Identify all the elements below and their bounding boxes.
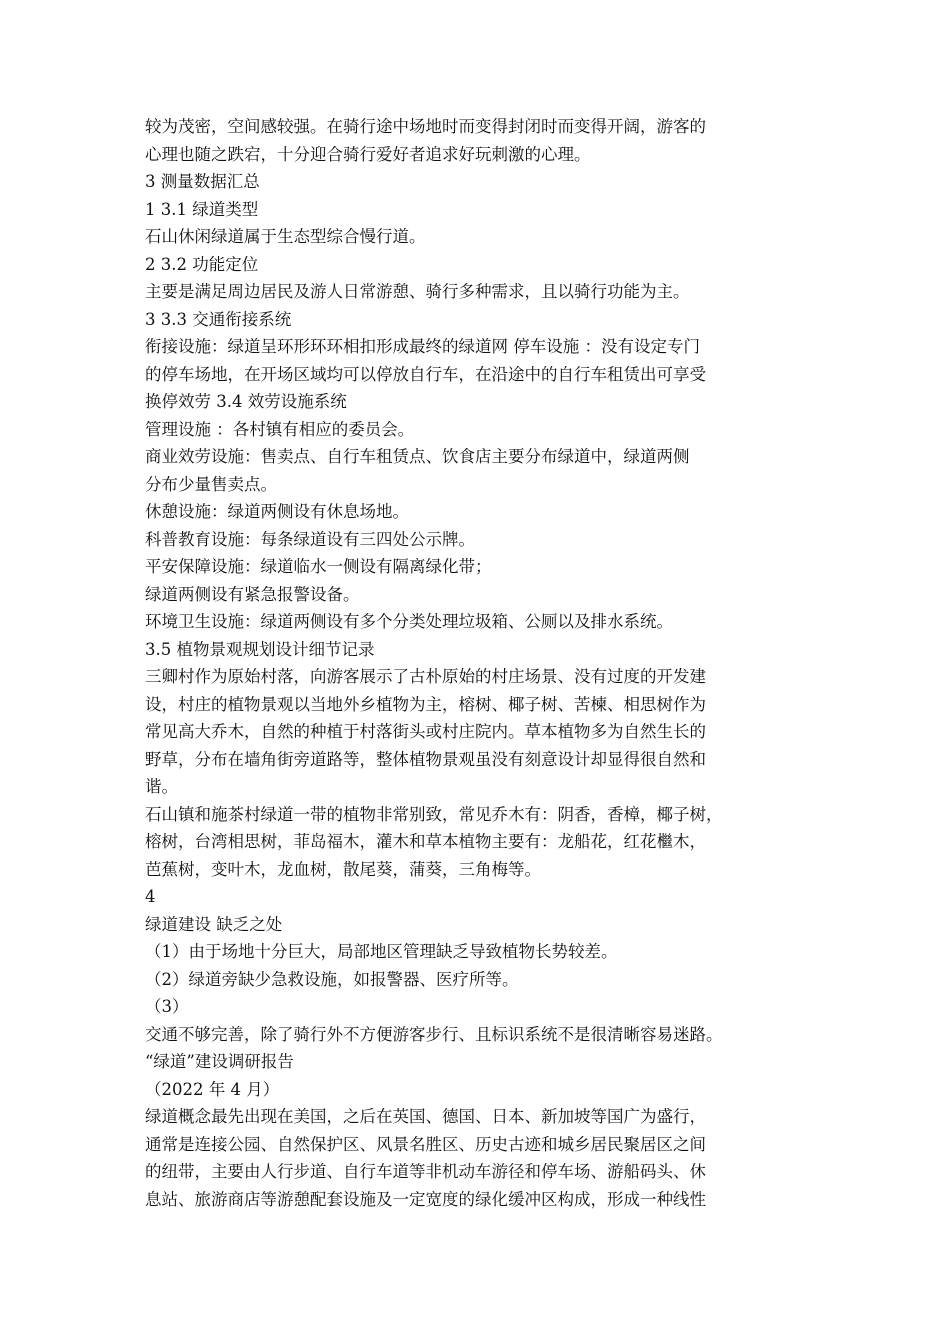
paragraph-line: 的纽带，主要由人行步道、自行车道等非机动车游径和停车场、游船码头、休 [145, 1162, 706, 1181]
paragraph-line: 管理设施 ：各村镇有相应的委员会。 [145, 419, 415, 439]
paragraph-line: 绿道两侧设有紧急报警设备。 [145, 584, 360, 604]
list-item: （3） [145, 997, 189, 1016]
section-heading: 3 测量数据汇总 [145, 172, 260, 191]
paragraph-line: 平安保障设施：绿道临水一侧设有隔离绿化带； [145, 557, 492, 576]
paragraph-line: 息站、旅游商店等游憩配套设施及一定宽度的绿化缓冲区构成，形成一种线性 [145, 1189, 706, 1209]
section-number: 4 [145, 887, 156, 906]
section-heading: 绿道建设 缺乏之处 [145, 914, 283, 934]
paragraph-line: 的停车场地，在开场区域均可以停放自行车，在沿途中的自行车租赁出可享受 [145, 364, 706, 384]
report-date: （2022 年 4 月） [145, 1079, 280, 1099]
subsection-heading: 3 3.3 交通衔接系统 [145, 309, 292, 329]
paragraph-line: 换停效劳 3.4 效劳设施系统 [145, 392, 347, 411]
paragraph-line: 常见高大乔木，自然的种植于村落街头或村庄院内。草本植物多为自然生长的 [145, 722, 706, 741]
paragraph-line: 心理也随之跌宕，十分迎合骑行爱好者追求好玩刺激的心理。 [145, 144, 591, 164]
subsection-heading: 1 3.1 绿道类型 [145, 199, 259, 219]
paragraph-line: 设，村庄的植物景观以当地外乡植物为主，榕树、椰子树、苦楝、相思树作为 [145, 694, 706, 714]
document-body [145, 113, 825, 1213]
report-title: “绿道”建设调研报告 [145, 1052, 294, 1071]
paragraph-line: 衔接设施：绿道呈环形环环相扣形成最终的绿道网 停车设施 ：没有设定专门 [145, 337, 700, 356]
paragraph-line: 石山镇和施茶村绿道一带的植物非常别致，常见乔木有：阴香，香樟，椰子树， [145, 804, 723, 824]
paragraph-line: 主要是满足周边居民及游人日常游憩、骑行多种需求，且以骑行功能为主。 [145, 282, 690, 301]
paragraph-line: 绿道概念最先出现在美国，之后在英国、德国、日本、新加坡等国广为盛行， [145, 1107, 706, 1126]
paragraph-line: 环境卫生设施：绿道两侧设有多个分类处理垃圾箱、公厕以及排水系统。 [145, 612, 673, 631]
paragraph-line: 榕树，台湾相思树，菲岛福木，灌木和草本植物主要有：龙船花，红花檵木， [145, 832, 706, 851]
subsection-heading: 2 3.2 功能定位 [145, 254, 259, 274]
paragraph-line: 通常是连接公园、自然保护区、风景名胜区、历史古迹和城乡居民聚居区之间 [145, 1134, 706, 1154]
paragraph-line: 商业效劳设施：售卖点、自行车租赁点、饮食店主要分布绿道中，绿道两侧 [145, 447, 690, 466]
paragraph-line: 芭蕉树，变叶木，龙血树，散尾葵，蒲葵，三角梅等。 [145, 859, 541, 879]
paragraph-line: 三卿村作为原始村落，向游客展示了古朴原始的村庄场景、没有过度的开发建 [145, 667, 706, 686]
paragraph-line: 石山休闲绿道属于生态型综合慢行道。 [145, 227, 426, 246]
paragraph-line: 交通不够完善，除了骑行外不方便游客步行、且标识系统不是很清晰容易迷路。 [145, 1024, 723, 1044]
paragraph-line: 分布少量售卖点。 [145, 474, 277, 494]
list-item: （1）由于场地十分巨大，局部地区管理缺乏导致植物长势较差。 [145, 942, 618, 961]
paragraph-line: 科普教育设施：每条绿道设有三四处公示牌。 [145, 529, 475, 549]
list-item: （2）绿道旁缺少急救设施，如报警器、医疗所等。 [145, 969, 519, 989]
paragraph-line: 休憩设施：绿道两侧设有休息场地。 [145, 502, 409, 521]
paragraph-line: 较为茂密，空间感较强。在骑行途中场地时而变得封闭时而变得开阔，游客的 [145, 117, 706, 136]
paragraph-line: 谐。 [145, 777, 178, 796]
paragraph-line: 野草，分布在墙角街旁道路等，整体植物景观虽没有刻意设计却显得很自然和 [145, 749, 706, 769]
subsection-heading: 3.5 植物景观规划设计细节记录 [145, 639, 375, 659]
